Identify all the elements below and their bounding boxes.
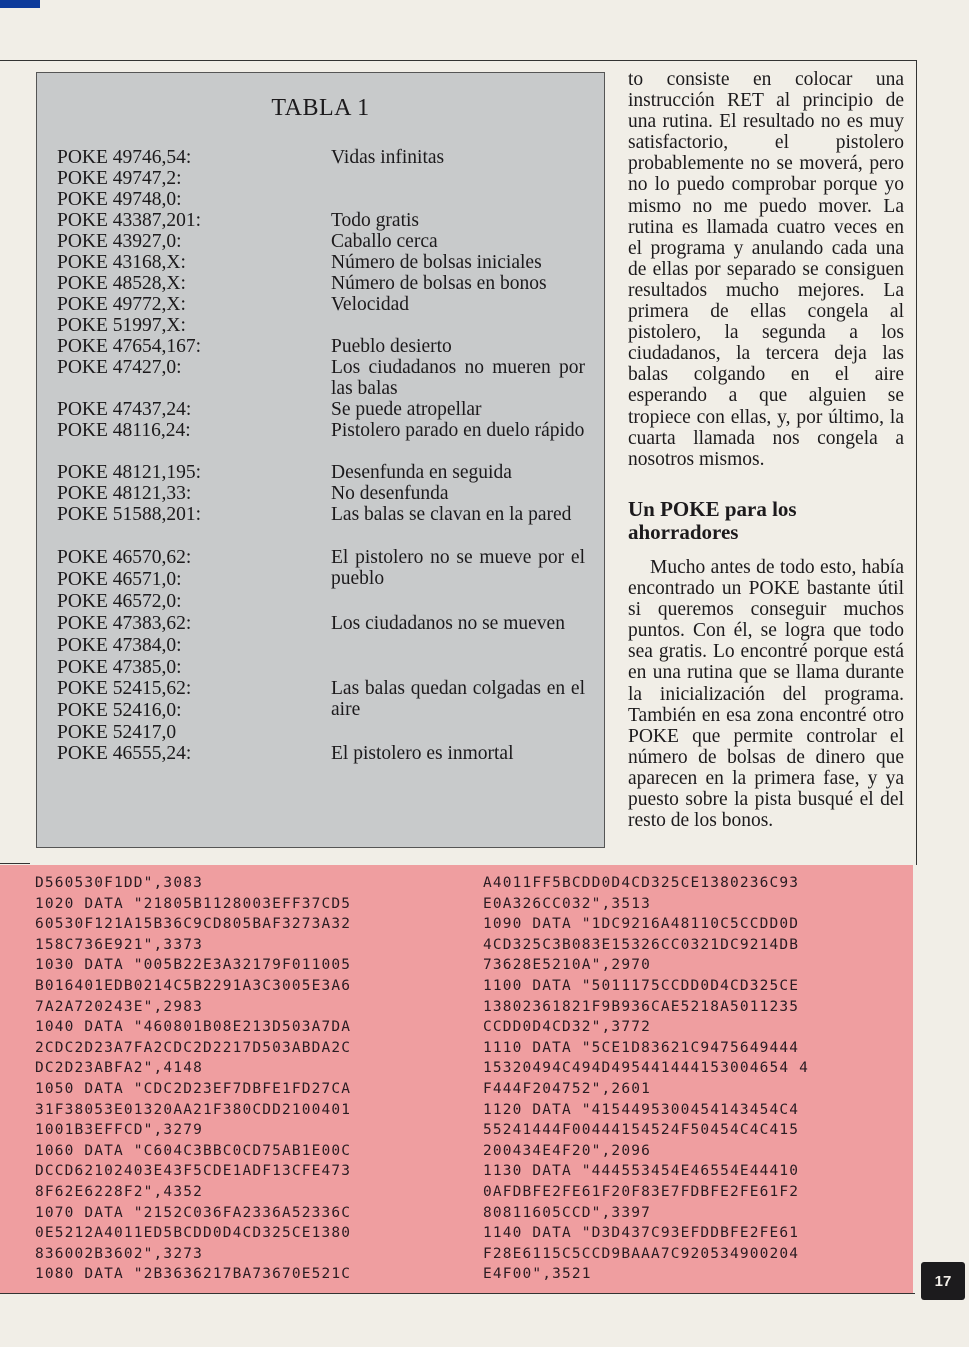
poke-description: Las balas quedan colgadas en el aire (331, 678, 585, 720)
poke-code: POKE 49747,2: (57, 168, 182, 189)
listing-line: 73628E5210A",2970 (483, 957, 651, 974)
listing-line: 4CD325C3B083E15326CC0321DC9214DB (483, 936, 800, 953)
page-edge-mark (0, 0, 40, 8)
listing-left-column (35, 873, 351, 1285)
listing-line: 31F38053E01320AA21F380CDD2100401 (35, 1101, 352, 1118)
listing-line: E4F00",3521 (483, 1266, 592, 1283)
rule (0, 60, 36, 61)
tabla-title: TABLA 1 (271, 95, 370, 121)
listing-line: 8F62E6228F2",4352 (35, 1183, 203, 1200)
listing-line: 1070 DATA "2152C036FA2336A52336C (35, 1204, 352, 1221)
poke-code: POKE 47385,0: (57, 657, 182, 678)
poke-code: POKE 51997,X: (57, 315, 186, 336)
poke-code: POKE 49748,0: (57, 189, 182, 210)
poke-code: POKE 43168,X: (57, 252, 186, 273)
listing-line: D560530F1DD",3083 (35, 875, 203, 891)
listing-line: 836002B3602",3273 (35, 1245, 203, 1262)
listing-line: 1120 DATA "4154495300454143454C4 (483, 1101, 800, 1118)
poke-code: POKE 43927,0: (57, 231, 182, 252)
listing-line: 158C736E921",3373 (35, 936, 203, 953)
poke-code: POKE 46555,24: (57, 743, 192, 764)
listing-line: 1140 DATA "D3D437C93EFDDBFE2FE61 (483, 1225, 800, 1242)
poke-code: POKE 49746,54: (57, 147, 192, 168)
poke-description: Desenfunda en seguida (331, 462, 512, 483)
poke-code: POKE 47654,167: (57, 336, 202, 357)
listing-line: 1030 DATA "005B22E3A32179F011005 (35, 957, 352, 974)
article-paragraph: Mucho antes de todo esto, había encontrado un POKE bastante útil si queremos conseguir muchos puntos. Con él, se logra que todo sea gratis. Lo encontré porque está en una rutina que se llama durante la inicialización del programa. También en esa zona encontré otro POKE que permite controlar el número de bolsas de dinero que aparecen en la primera fase, y ya puesto sobre la pista busqué el del resto de los bonos. (628, 557, 904, 832)
listing-line: 60530F121A15B36C9CD805BAF3273A32 (35, 916, 352, 933)
poke-description: Los ciudadanos no se mueven (331, 613, 565, 634)
listing-line: 200434E4F20",2096 (483, 1142, 651, 1159)
page-number: 17 (921, 1262, 965, 1300)
listing-line: 1110 DATA "5CE1D83621C9475649444 (483, 1039, 800, 1056)
listing-line: 1050 DATA "CDC2D23EF7DBFE1FD27CA (35, 1080, 352, 1097)
listing-line: B016401EDB0214C5B2291A3C3005E3A6 (35, 977, 352, 994)
article-heading: Un POKE para los ahorradores (628, 497, 797, 544)
poke-code: POKE 47384,0: (57, 635, 182, 656)
poke-code: POKE 43387,201: (57, 210, 202, 231)
poke-code: POKE 48116,24: (57, 420, 191, 441)
listing-line: DCCD62102403E43F5CDE1ADF13CFE473 (35, 1163, 352, 1180)
poke-code: POKE 52417,0 (57, 722, 177, 743)
listing-line: 55241444F00444154524F50454C4C415 (483, 1122, 800, 1139)
poke-code: POKE 46572,0: (57, 591, 182, 612)
listing-line: 80811605CCD",3397 (483, 1204, 651, 1221)
listing-line: CCDD0D4CD32",3772 (483, 1019, 651, 1036)
poke-description: El pistolero no se mueve por el pueblo (331, 547, 585, 589)
listing-line: F28E6115C5CCD9BAAA7C920534900204 (483, 1245, 800, 1262)
basic-listing (0, 865, 913, 1293)
listing-line: 1100 DATA "5011175CCDD0D4CD325CE (483, 977, 800, 994)
listing-line: 2CDC2D23A7FA2CDC2D2217D503ABDA2C (35, 1039, 352, 1056)
listing-line: E0A326CC032",3513 (483, 895, 651, 912)
listing-line: 15320494C494D495441444153004654 4 (483, 1060, 810, 1077)
poke-description: Todo gratis (331, 210, 419, 231)
poke-description: No desenfunda (331, 483, 449, 504)
article-paragraph: to consiste en colocar una instrucción RET al principio de una rutina. El resultado no es muy satisfactorio, el pistolero probablemente no se moverá, pero no lo puedo comprobar porque yo mismo no me puedo mover. La rutina es llamada cuatro veces en el programa y anulando cada una de ellas por separado se consiguen resultados mucho mejores. La primera de ellas congela al pistolero, la segunda a los ciudadanos, la tercera deja las balas colgando en el aire esperando a que alguien se tropiece con ellas, y, por último, la cuarta llamada nos congela a nosotros mismos. (628, 69, 904, 470)
article-column-top (628, 69, 904, 470)
poke-description: Los ciudadanos no mueren por las balas (331, 357, 585, 399)
listing-line: 1040 DATA "460801B08E213D503A7DA (35, 1019, 352, 1036)
poke-code: POKE 52416,0: (57, 700, 182, 721)
tabla-box (36, 72, 605, 848)
listing-line: 0E5212A4011ED5BCDD0D4CD325CE1380 (35, 1225, 352, 1242)
poke-code: POKE 48528,X: (57, 273, 186, 294)
poke-description: Se puede atropellar (331, 399, 482, 420)
poke-code: POKE 48121,195: (57, 462, 202, 483)
poke-code: POKE 46571,0: (57, 569, 182, 590)
poke-code: POKE 51588,201: (57, 504, 202, 525)
listing-line: F444F204752",2601 (483, 1080, 651, 1097)
poke-code: POKE 47437,24: (57, 399, 192, 420)
poke-code: POKE 47427,0: (57, 357, 182, 378)
listing-right-column (483, 873, 809, 1285)
rule (916, 60, 917, 865)
rule (0, 863, 30, 864)
poke-description: Vidas infinitas (331, 147, 445, 168)
poke-description: Velocidad (331, 294, 409, 315)
poke-description: Caballo cerca (331, 231, 438, 252)
rule (36, 60, 916, 61)
listing-line: A4011FF5BCDD0D4CD325CE1380236C93 (483, 875, 800, 891)
poke-code: POKE 46570,62: (57, 547, 192, 568)
listing-line: 1020 DATA "21805B1128003EFF37CD5 (35, 895, 352, 912)
rule (0, 1293, 915, 1294)
poke-description: El pistolero es inmortal (331, 743, 514, 764)
poke-code: POKE 47383,62: (57, 613, 192, 634)
listing-line: 1080 DATA "2B3636217BA73670E521C (35, 1266, 352, 1283)
poke-description: Las balas se clavan en la pared (331, 504, 572, 525)
listing-line: 1130 DATA "444553454E46554E44410 (483, 1163, 800, 1180)
listing-line: 1060 DATA "C604C3BBC0CD75AB1E00C (35, 1142, 352, 1159)
poke-code: POKE 48121,33: (57, 483, 192, 504)
listing-line: 1001B3EFFCD",3279 (35, 1122, 203, 1139)
listing-line: 7A2A720243E",2983 (35, 998, 203, 1015)
poke-code: POKE 52415,62: (57, 678, 192, 699)
poke-description: Pistolero parado en duelo rápido (331, 420, 585, 441)
article-column-bottom (628, 557, 904, 831)
poke-description: Número de bolsas en bonos (331, 273, 547, 294)
listing-line: 0AFDBFE2FE61F20F83E7FDBFE2FE61F2 (483, 1183, 800, 1200)
poke-description: Número de bolsas iniciales (331, 252, 542, 273)
listing-line: 1090 DATA "1DC9216A48110C5CCDD0D (483, 916, 800, 933)
poke-description: Pueblo desierto (331, 336, 452, 357)
listing-line: DC2D23ABFA2",4148 (35, 1060, 203, 1077)
poke-code: POKE 49772,X: (57, 294, 186, 315)
listing-line: 13802361821F9B936CAE5218A5011235 (483, 998, 800, 1015)
